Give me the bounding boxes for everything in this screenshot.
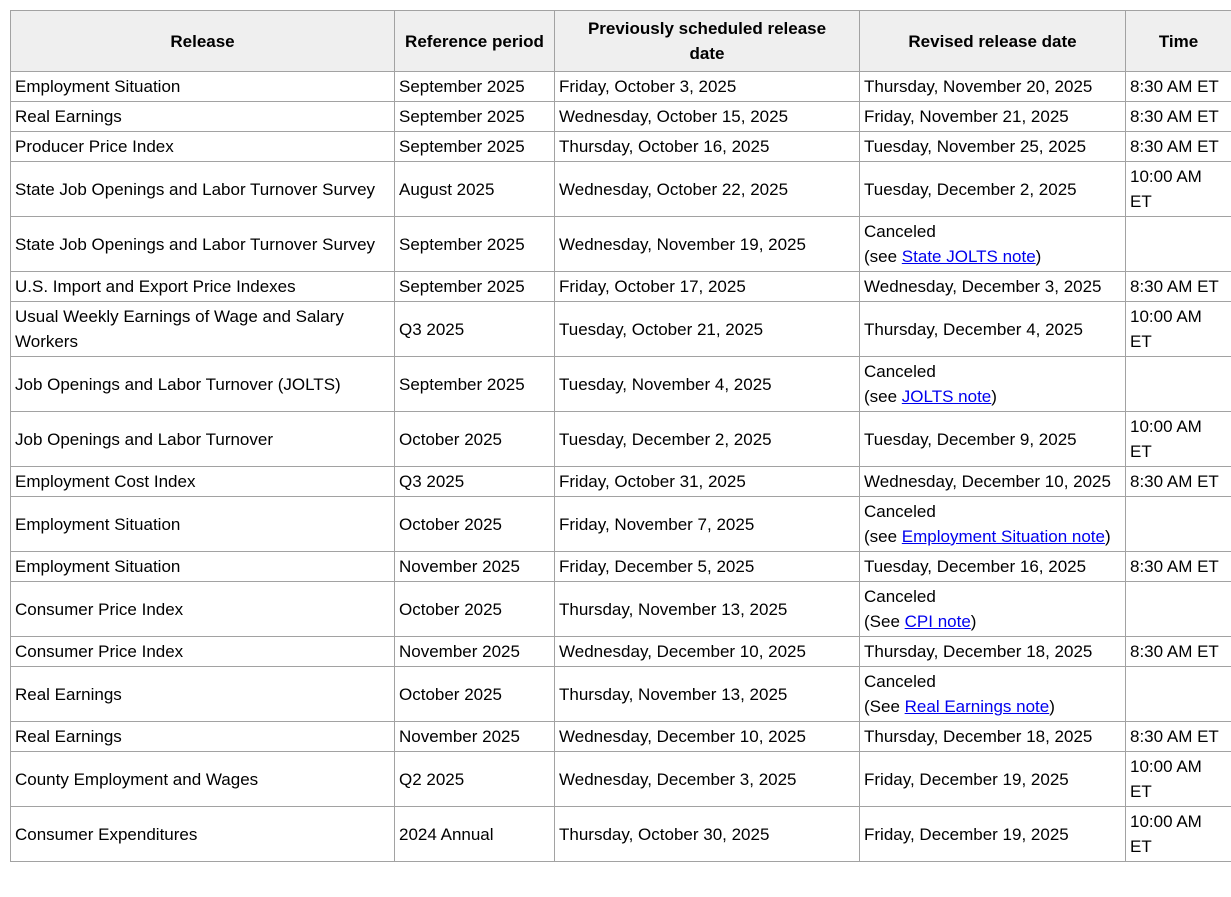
real-earnings-note-link[interactable]: Real Earnings note [904, 697, 1050, 716]
cell-reference-period: September 2025 [395, 102, 555, 132]
cell-previously-scheduled: Wednesday, December 3, 2025 [555, 752, 860, 807]
cell-time: 10:00 AM ET [1126, 302, 1231, 357]
cell-revised-date [860, 497, 1126, 552]
cell-previously-scheduled: Thursday, November 13, 2025 [555, 582, 860, 637]
cell-release: Usual Weekly Earnings of Wage and Salary Workers [11, 302, 395, 357]
canceled-label: Canceled [864, 362, 936, 381]
cell-reference-period: October 2025 [395, 667, 555, 722]
cell-release: Employment Situation [11, 72, 395, 102]
cell-release: Employment Situation [11, 497, 395, 552]
cell-release: Consumer Expenditures [11, 807, 395, 862]
cell-time: 8:30 AM ET [1126, 552, 1231, 582]
canceled-label: Canceled [864, 222, 936, 241]
cell-reference-period: September 2025 [395, 272, 555, 302]
cell-reference-period: October 2025 [395, 582, 555, 637]
cell-reference-period: 2024 Annual [395, 807, 555, 862]
release-schedule-table [10, 10, 1231, 862]
cell-reference-period: October 2025 [395, 412, 555, 467]
note-suffix: ) [1035, 247, 1042, 266]
employment-situation-note-link[interactable]: Employment Situation note [901, 527, 1105, 546]
cell-release: State Job Openings and Labor Turnover Survey [11, 162, 395, 217]
cell-revised-date [860, 217, 1126, 272]
table-row [11, 722, 1231, 752]
table-row [11, 807, 1231, 862]
cell-time: 8:30 AM ET [1126, 72, 1231, 102]
cell-revised-date: Thursday, December 4, 2025 [860, 302, 1126, 357]
cell-previously-scheduled: Friday, December 5, 2025 [555, 552, 860, 582]
table-row [11, 552, 1231, 582]
cell-time: 8:30 AM ET [1126, 467, 1231, 497]
cell-reference-period: September 2025 [395, 132, 555, 162]
cell-release: Producer Price Index [11, 132, 395, 162]
jolts-note-link[interactable]: JOLTS note [901, 387, 992, 406]
table-row [11, 302, 1231, 357]
cell-time: 8:30 AM ET [1126, 132, 1231, 162]
table-header [11, 11, 1231, 72]
table-row [11, 72, 1231, 102]
cell-release: State Job Openings and Labor Turnover Survey [11, 217, 395, 272]
cell-time [1126, 667, 1231, 722]
table-row [11, 217, 1231, 272]
table-body [11, 72, 1231, 862]
note-prefix: (See [864, 697, 905, 716]
table-row [11, 102, 1231, 132]
cell-release: U.S. Import and Export Price Indexes [11, 272, 395, 302]
note-prefix: (See [864, 612, 905, 631]
cell-previously-scheduled: Wednesday, October 15, 2025 [555, 102, 860, 132]
cell-release: County Employment and Wages [11, 752, 395, 807]
cell-reference-period: Q2 2025 [395, 752, 555, 807]
table-row [11, 357, 1231, 412]
table-row [11, 637, 1231, 667]
table-row [11, 582, 1231, 637]
cell-release: Job Openings and Labor Turnover (JOLTS) [11, 357, 395, 412]
state-jolts-note-link[interactable]: State JOLTS note [901, 247, 1036, 266]
canceled-label: Canceled [864, 672, 936, 691]
cell-previously-scheduled: Tuesday, November 4, 2025 [555, 357, 860, 412]
cell-revised-date: Tuesday, December 9, 2025 [860, 412, 1126, 467]
cell-release: Real Earnings [11, 667, 395, 722]
cell-revised-date: Thursday, November 20, 2025 [860, 72, 1126, 102]
canceled-label: Canceled [864, 502, 936, 521]
cell-time [1126, 357, 1231, 412]
canceled-note [864, 384, 1121, 409]
cell-release: Job Openings and Labor Turnover [11, 412, 395, 467]
note-prefix: (see [864, 527, 902, 546]
cell-reference-period: Q3 2025 [395, 467, 555, 497]
cell-time: 8:30 AM ET [1126, 722, 1231, 752]
table-row [11, 412, 1231, 467]
cell-reference-period: November 2025 [395, 637, 555, 667]
cell-time: 10:00 AM ET [1126, 412, 1231, 467]
cell-time: 8:30 AM ET [1126, 102, 1231, 132]
table-row [11, 272, 1231, 302]
cell-reference-period: November 2025 [395, 552, 555, 582]
cell-revised-date: Tuesday, December 2, 2025 [860, 162, 1126, 217]
table-row [11, 497, 1231, 552]
cell-time [1126, 497, 1231, 552]
cell-previously-scheduled: Wednesday, December 10, 2025 [555, 637, 860, 667]
note-prefix: (see [864, 247, 902, 266]
canceled-label: Canceled [864, 587, 936, 606]
cell-revised-date: Friday, November 21, 2025 [860, 102, 1126, 132]
cell-time: 8:30 AM ET [1126, 637, 1231, 667]
column-header-reference-period: Reference period [395, 11, 555, 72]
cell-time: 10:00 AM ET [1126, 752, 1231, 807]
cell-revised-date: Tuesday, November 25, 2025 [860, 132, 1126, 162]
canceled-note [864, 524, 1121, 549]
cell-release: Real Earnings [11, 102, 395, 132]
cell-revised-date [860, 357, 1126, 412]
cell-time [1126, 582, 1231, 637]
cell-revised-date: Friday, December 19, 2025 [860, 807, 1126, 862]
canceled-note [864, 609, 1121, 634]
cell-reference-period: October 2025 [395, 497, 555, 552]
table-row [11, 162, 1231, 217]
cell-previously-scheduled: Thursday, October 16, 2025 [555, 132, 860, 162]
cell-release: Consumer Price Index [11, 637, 395, 667]
cell-previously-scheduled: Tuesday, October 21, 2025 [555, 302, 860, 357]
cell-previously-scheduled: Thursday, October 30, 2025 [555, 807, 860, 862]
cell-previously-scheduled: Friday, November 7, 2025 [555, 497, 860, 552]
cell-revised-date: Wednesday, December 10, 2025 [860, 467, 1126, 497]
cell-revised-date: Tuesday, December 16, 2025 [860, 552, 1126, 582]
column-header-previously-scheduled: Previously scheduled release date [555, 11, 860, 72]
cell-reference-period: September 2025 [395, 72, 555, 102]
table-row [11, 132, 1231, 162]
table-row [11, 667, 1231, 722]
cell-previously-scheduled: Tuesday, December 2, 2025 [555, 412, 860, 467]
cell-previously-scheduled: Friday, October 31, 2025 [555, 467, 860, 497]
cell-previously-scheduled: Wednesday, December 10, 2025 [555, 722, 860, 752]
note-suffix: ) [970, 612, 977, 631]
column-header-release: Release [11, 11, 395, 72]
cell-reference-period: September 2025 [395, 357, 555, 412]
cell-release: Employment Situation [11, 552, 395, 582]
cell-time [1126, 217, 1231, 272]
cell-previously-scheduled: Wednesday, November 19, 2025 [555, 217, 860, 272]
table-row [11, 752, 1231, 807]
cell-previously-scheduled: Thursday, November 13, 2025 [555, 667, 860, 722]
cell-release: Employment Cost Index [11, 467, 395, 497]
cell-time: 10:00 AM ET [1126, 162, 1231, 217]
table-row [11, 467, 1231, 497]
cell-reference-period: November 2025 [395, 722, 555, 752]
header-row [11, 11, 1231, 72]
cell-revised-date: Thursday, December 18, 2025 [860, 722, 1126, 752]
column-header-revised-date: Revised release date [860, 11, 1126, 72]
column-header-time: Time [1126, 11, 1231, 72]
note-suffix: ) [991, 387, 997, 406]
cell-revised-date: Friday, December 19, 2025 [860, 752, 1126, 807]
cell-revised-date: Wednesday, December 3, 2025 [860, 272, 1126, 302]
cell-reference-period: August 2025 [395, 162, 555, 217]
canceled-note [864, 694, 1121, 719]
cell-revised-date: Thursday, December 18, 2025 [860, 637, 1126, 667]
cell-previously-scheduled: Friday, October 3, 2025 [555, 72, 860, 102]
cell-reference-period: Q3 2025 [395, 302, 555, 357]
cell-release: Consumer Price Index [11, 582, 395, 637]
cell-release: Real Earnings [11, 722, 395, 752]
cell-revised-date [860, 667, 1126, 722]
cell-time: 10:00 AM ET [1126, 807, 1231, 862]
cell-time: 8:30 AM ET [1126, 272, 1231, 302]
note-suffix: ) [1049, 697, 1055, 716]
canceled-note [864, 244, 1121, 269]
cpi-note-link[interactable]: CPI note [904, 612, 971, 631]
cell-previously-scheduled: Friday, October 17, 2025 [555, 272, 860, 302]
note-prefix: (see [864, 387, 902, 406]
cell-revised-date [860, 582, 1126, 637]
cell-reference-period: September 2025 [395, 217, 555, 272]
note-suffix: ) [1104, 527, 1111, 546]
cell-previously-scheduled: Wednesday, October 22, 2025 [555, 162, 860, 217]
